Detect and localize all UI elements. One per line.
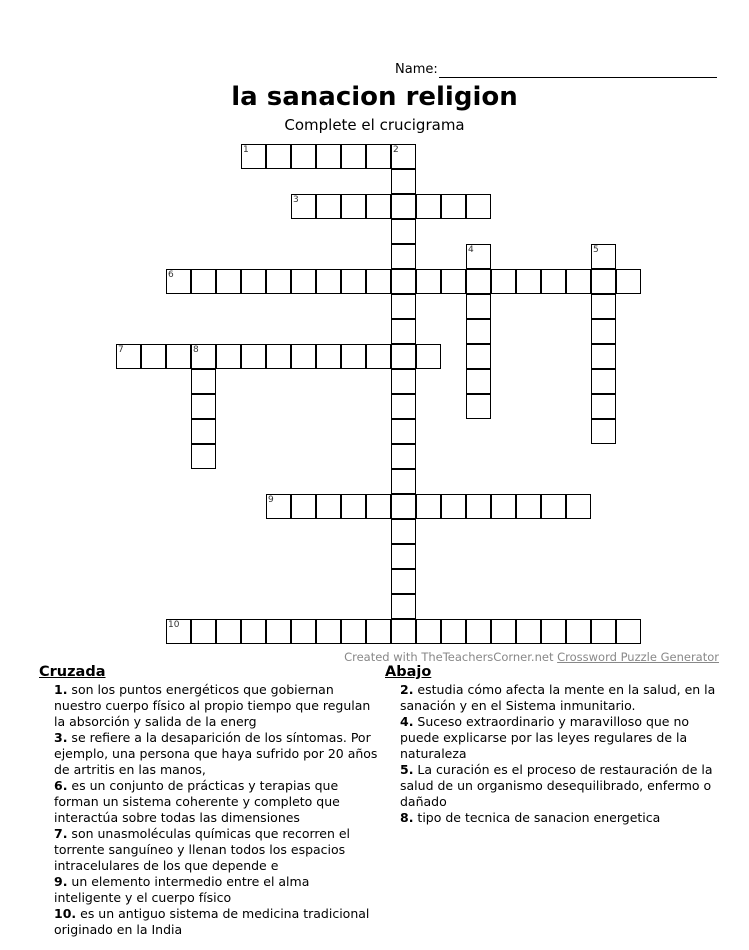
crossword-cell[interactable] — [491, 494, 516, 519]
crossword-cell[interactable] — [391, 494, 416, 519]
name-label: Name: — [395, 62, 438, 77]
crossword-cell[interactable] — [316, 144, 341, 169]
crossword-cell[interactable] — [416, 344, 441, 369]
crossword-cell[interactable] — [366, 494, 391, 519]
crossword-cell[interactable] — [366, 194, 391, 219]
crossword-cell[interactable] — [591, 394, 616, 419]
crossword-cell[interactable] — [316, 619, 341, 644]
clue-number: 8. — [400, 810, 414, 825]
credit-link[interactable]: Crossword Puzzle Generator — [557, 650, 719, 664]
crossword-cell[interactable] — [266, 344, 291, 369]
down-clues — [385, 664, 725, 826]
clue-text: La curación es el proceso de restauración de la salud de un organismo desequilibrado, enfermo o dañado — [400, 762, 713, 809]
clue-text: son los puntos energéticos que gobiernan nuestro cuerpo físico al propio tiempo que regulan la absorción y salida de la energ — [54, 682, 371, 729]
clue-item — [39, 906, 379, 938]
clue-number-label: 10 — [168, 620, 180, 630]
crossword-cell[interactable] — [491, 619, 516, 644]
crossword-cell[interactable] — [291, 344, 316, 369]
clue-text: Suceso extraordinario y maravilloso que no puede explicarse por las leyes regulares de la naturaleza — [400, 714, 690, 761]
crossword-cell[interactable] — [191, 394, 216, 419]
crossword-cell[interactable] — [541, 269, 566, 294]
clue-text: es un conjunto de prácticas y terapias que forman un sistema coherente y completo que interactúa sobre todas las dimensiones — [54, 778, 340, 825]
crossword-cell[interactable] — [466, 319, 491, 344]
name-field[interactable] — [439, 77, 717, 78]
page-title: la sanacion religion — [231, 82, 518, 112]
crossword-cell[interactable] — [416, 619, 441, 644]
crossword-cell[interactable] — [591, 419, 616, 444]
crossword-cell[interactable] — [441, 269, 466, 294]
clue-item — [385, 682, 725, 714]
crossword-cell[interactable] — [291, 269, 316, 294]
crossword-cell[interactable] — [516, 494, 541, 519]
crossword-cell[interactable] — [566, 494, 591, 519]
crossword-cell[interactable] — [516, 269, 541, 294]
clue-number-label: 4 — [468, 245, 474, 255]
crossword-cell[interactable] — [291, 144, 316, 169]
clue-number: 2. — [400, 682, 414, 697]
clue-text: tipo de tecnica de sanacion energetica — [413, 810, 661, 825]
crossword-cell[interactable] — [441, 194, 466, 219]
crossword-cell[interactable] — [391, 594, 416, 619]
crossword-cell[interactable] — [391, 344, 416, 369]
clue-item — [39, 874, 379, 906]
down-list — [385, 682, 725, 826]
clue-text: se refiere a la desaparición de los síntomas. Por ejemplo, una persona que haya sufrido por 20 años de artritis en las manos, — [54, 730, 378, 777]
across-clues — [39, 664, 379, 938]
clue-number: 7. — [54, 826, 68, 841]
clue-text: un elemento intermedio entre el alma inteligente y el cuerpo físico — [54, 874, 310, 905]
clue-number: 3. — [54, 730, 68, 745]
crossword-cell[interactable] — [266, 269, 291, 294]
page-subtitle: Complete el crucigrama — [284, 116, 465, 134]
clue-item — [39, 778, 379, 826]
crossword-cell[interactable] — [591, 319, 616, 344]
clue-number: 6. — [54, 778, 68, 793]
crossword-cell[interactable] — [191, 269, 216, 294]
crossword-cell[interactable] — [391, 394, 416, 419]
crossword-cell[interactable] — [191, 369, 216, 394]
clue-number-label: 5 — [593, 245, 599, 255]
crossword-cell[interactable] — [441, 619, 466, 644]
clue-number: 10. — [54, 906, 77, 921]
clue-number: 5. — [400, 762, 414, 777]
crossword-cell[interactable] — [441, 494, 466, 519]
crossword-cell[interactable] — [216, 269, 241, 294]
crossword-cell[interactable] — [391, 244, 416, 269]
clue-item — [39, 826, 379, 874]
crossword-cell[interactable] — [366, 619, 391, 644]
crossword-cell[interactable] — [391, 519, 416, 544]
crossword-cell[interactable] — [141, 344, 166, 369]
crossword-cell[interactable] — [391, 569, 416, 594]
crossword-cell[interactable] — [216, 344, 241, 369]
crossword-cell[interactable] — [341, 344, 366, 369]
crossword-cell[interactable] — [391, 544, 416, 569]
clue-number-label: 6 — [168, 270, 174, 280]
clue-text: es un antiguo sistema de medicina tradicional originado en la India — [54, 906, 370, 937]
crossword-cell[interactable] — [166, 344, 191, 369]
crossword-cell[interactable] — [191, 444, 216, 469]
crossword-cell[interactable] — [541, 619, 566, 644]
crossword-cell[interactable] — [341, 619, 366, 644]
crossword-cell[interactable] — [391, 444, 416, 469]
crossword-cell[interactable] — [416, 269, 441, 294]
clue-item — [39, 730, 379, 778]
clue-number: 1. — [54, 682, 68, 697]
crossword-cell[interactable] — [341, 194, 366, 219]
crossword-cell[interactable] — [541, 494, 566, 519]
crossword-cell[interactable] — [366, 144, 391, 169]
crossword-cell[interactable] — [391, 194, 416, 219]
crossword-cell[interactable] — [616, 619, 641, 644]
clue-number-label: 1 — [243, 145, 249, 155]
clue-text: son unasmoléculas químicas que recorren el torrente sanguíneo y llenan todos los espacios intracelulares de los que depende e — [54, 826, 351, 873]
crossword-cell[interactable] — [591, 344, 616, 369]
clue-item — [385, 762, 725, 810]
crossword-cell[interactable] — [416, 194, 441, 219]
crossword-cell[interactable] — [241, 344, 266, 369]
across-list — [39, 682, 379, 938]
crossword-cell[interactable] — [616, 269, 641, 294]
crossword-cell[interactable] — [391, 294, 416, 319]
crossword-cell[interactable] — [316, 269, 341, 294]
crossword-cell[interactable] — [391, 469, 416, 494]
crossword-cell[interactable] — [516, 619, 541, 644]
clue-item — [385, 810, 725, 826]
crossword-cell[interactable] — [391, 319, 416, 344]
crossword-cell[interactable] — [316, 494, 341, 519]
crossword-cell[interactable] — [216, 619, 241, 644]
crossword-cell[interactable] — [291, 619, 316, 644]
clue-number-label: 7 — [118, 345, 124, 355]
crossword-cell[interactable] — [241, 619, 266, 644]
crossword-cell[interactable] — [491, 269, 516, 294]
credit-line — [344, 650, 719, 664]
credit-text: Created with TheTeachersCorner.net — [344, 650, 554, 664]
across-heading: Cruzada — [39, 664, 106, 680]
crossword-cell[interactable] — [291, 494, 316, 519]
crossword-cell[interactable] — [466, 294, 491, 319]
crossword-cell[interactable] — [366, 344, 391, 369]
crossword-cell[interactable] — [466, 494, 491, 519]
clue-number-label: 3 — [293, 195, 299, 205]
clue-number-label: 9 — [268, 495, 274, 505]
crossword-cell[interactable] — [591, 294, 616, 319]
crossword-cell[interactable] — [391, 619, 416, 644]
clue-number-label: 2 — [393, 145, 399, 155]
crossword-cell[interactable] — [391, 269, 416, 294]
crossword-cell[interactable] — [466, 194, 491, 219]
clue-item — [39, 682, 379, 730]
clue-number-label: 8 — [193, 345, 199, 355]
crossword-cell[interactable] — [266, 144, 291, 169]
crossword-cell[interactable] — [466, 369, 491, 394]
clue-text: estudia cómo afecta la mente en la salud, en la sanación y en el Sistema inmunitario. — [400, 682, 716, 713]
down-heading: Abajo — [385, 664, 432, 680]
crossword-cell[interactable] — [466, 344, 491, 369]
crossword-cell[interactable] — [466, 619, 491, 644]
crossword-cell[interactable] — [191, 619, 216, 644]
crossword-cell[interactable] — [416, 494, 441, 519]
crossword-cell[interactable] — [391, 369, 416, 394]
crossword-cell[interactable] — [341, 144, 366, 169]
crossword-cell[interactable] — [591, 619, 616, 644]
crossword-cell[interactable] — [591, 269, 616, 294]
crossword-cell[interactable] — [191, 419, 216, 444]
crossword-cell[interactable] — [241, 269, 266, 294]
crossword-cell[interactable] — [566, 269, 591, 294]
crossword-cell[interactable] — [466, 269, 491, 294]
crossword-cell[interactable] — [341, 269, 366, 294]
crossword-cell[interactable] — [391, 169, 416, 194]
crossword-cell[interactable] — [316, 344, 341, 369]
clue-number: 9. — [54, 874, 68, 889]
crossword-cell[interactable] — [391, 219, 416, 244]
crossword-cell[interactable] — [366, 269, 391, 294]
crossword-cell[interactable] — [341, 494, 366, 519]
crossword-cell[interactable] — [391, 419, 416, 444]
crossword-cell[interactable] — [591, 369, 616, 394]
crossword-cell[interactable] — [316, 194, 341, 219]
crossword-cell[interactable] — [566, 619, 591, 644]
crossword-cell[interactable] — [466, 394, 491, 419]
clue-number: 4. — [400, 714, 414, 729]
crossword-cell[interactable] — [266, 619, 291, 644]
clue-item — [385, 714, 725, 762]
